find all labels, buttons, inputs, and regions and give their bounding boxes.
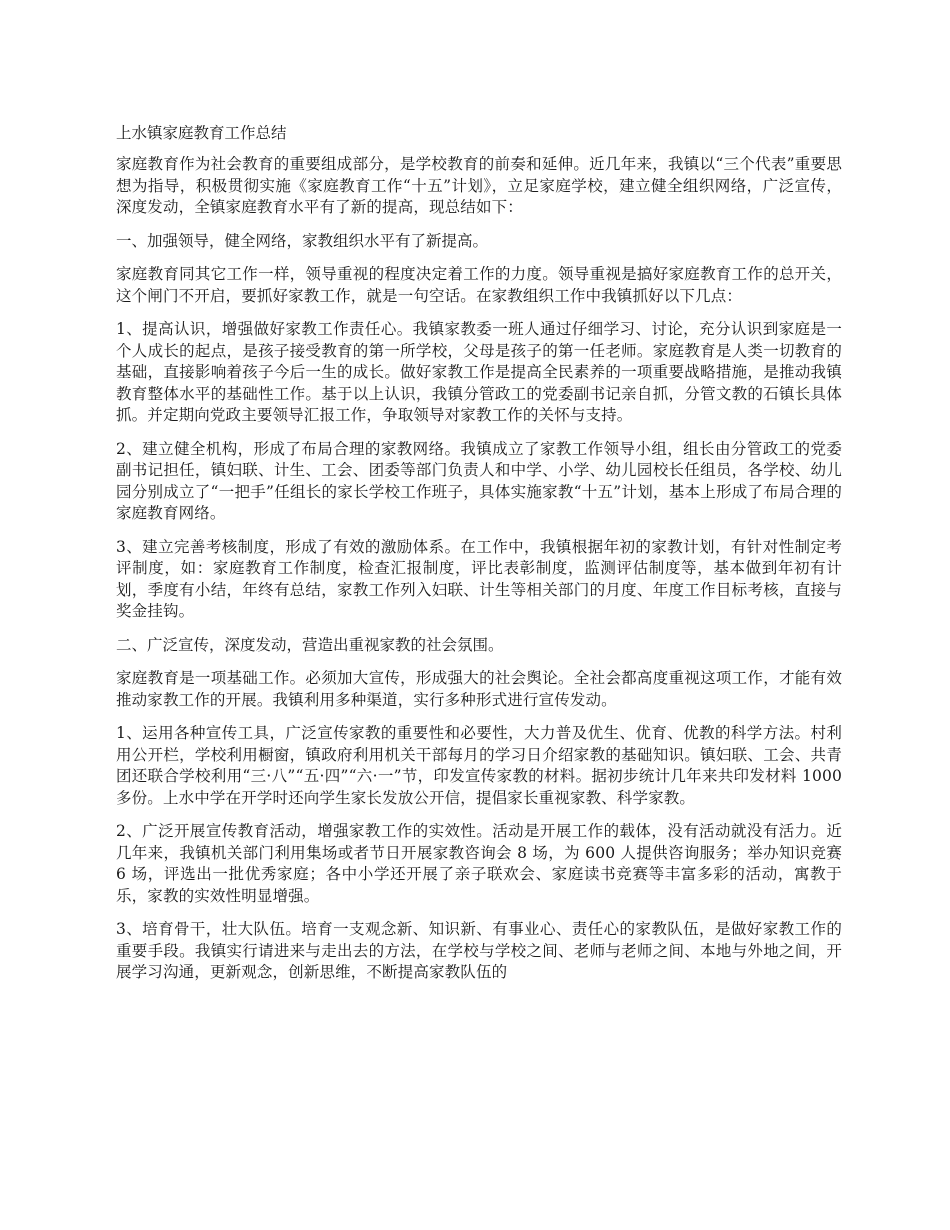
section-1-item-1: 1、提高认识，增强做好家教工作责任心。我镇家教委一班人通过仔细学习、讨论，充分认识到家庭是一个人成长的起点，是孩子接受教育的第一所学校，父母是孩子的第一任老师。家庭教育是人类一切教育的基础，直接影响着孩子今后一生的成长。做好家教工作是提高全民素养的一项重要战略措施，是推动我镇教育整体水平的基础性工作。基于以上认识，我镇分管政工的党委副书记亲自抓，分管文教的石镇长具体抓。并定期向党政主要领导汇报工作，争取领导对家教工作的关怀与支持。 bbox=[116, 320, 842, 424]
section-1-heading: 一、加强领导，健全网络，家教组织水平有了新提高。 bbox=[116, 231, 489, 250]
document-page bbox=[116, 122, 842, 996]
section-2-item-2: 2、广泛开展宣传教育活动，增强家教工作的实效性。活动是开展工作的载体，没有活动就没有活力。近几年来，我镇机关部门利用集场或者节日开展家教咨询会 8 场，为 600 人提供咨询服务；举办知识竞赛 6 场，评选出一批优秀家庭；各中小学还开展了亲子联欢会、家庭读书竞赛等丰富多彩的活动，寓教于乐，家教的实效性明显增强。 bbox=[116, 822, 842, 905]
section-2-item-3: 3、培育骨干，壮大队伍。培育一支观念新、知识新、有事业心、责任心的家教队伍，是做好家教工作的重要手段。我镇实行请进来与走出去的方法，在学校与学校之间、老师与老师之间、本地与外地之间，开展学习沟通，更新观念，创新思维，不断提高家教队伍的 bbox=[116, 920, 842, 981]
intro-paragraph: 家庭教育作为社会教育的重要组成部分，是学校教育的前奏和延伸。近几年来，我镇以“三个代表”重要思想为指导，积极贯彻实施《家庭教育工作“十五”计划》，立足家庭学校，建立健全组织网络，广泛宣传，深度发动，全镇家庭教育水平有了新的提高，现总结如下： bbox=[116, 155, 842, 216]
section-2-item-1: 1、运用各种宣传工具，广泛宣传家教的重要性和必要性，大力普及优生、优育、优教的科学方法。村利用公开栏，学校利用橱窗，镇政府利用机关干部每月的学习日介绍家教的基础知识。镇妇联、工会、共青团还联合学校利用“三·八”“五·四”“六·一”节，印发宣传家教的材料。据初步统计几年来共印发材料 1000 多份。上水中学在开学时还向学生家长发放公开信，提倡家长重视家教、科学家教。 bbox=[116, 724, 842, 807]
section-2-lead: 家庭教育是一项基础工作。必须加大宣传，形成强大的社会舆论。全社会都高度重视这项工作，才能有效推动家教工作的开展。我镇利用多种渠道，实行多种形式进行宣传发动。 bbox=[116, 669, 842, 709]
document-title: 上水镇家庭教育工作总结 bbox=[116, 124, 287, 142]
section-1-lead: 家庭教育同其它工作一样，领导重视的程度决定着工作的力度。领导重视是搞好家庭教育工作的总开关，这个闸门不开启，要抓好家教工作，就是一句空话。在家教组织工作中我镇抓好以下几点： bbox=[116, 265, 842, 305]
section-2-heading: 二、广泛宣传，深度发动，营造出重视家教的社会氛围。 bbox=[116, 635, 504, 654]
section-1-item-2: 2、建立健全机构，形成了布局合理的家教网络。我镇成立了家教工作领导小组，组长由分管政工的党委副书记担任，镇妇联、计生、工会、团委等部门负责人和中学、小学、幼儿园校长任组员，各学校、幼儿园分别成立了“一把手”任组长的家长学校工作班子，具体实施家教“十五”计划，基本上形成了布局合理的家庭教育网络。 bbox=[116, 439, 842, 522]
section-1-item-3: 3、建立完善考核制度，形成了有效的激励体系。在工作中，我镇根据年初的家教计划，有针对性制定考评制度，如：家庭教育工作制度，检查汇报制度，评比表彰制度，监测评估制度等，基本做到年初有计划，季度有小结，年终有总结，家教工作列入妇联、计生等相关部门的月度、年度工作目标考核，直接与奖金挂钩。 bbox=[116, 537, 842, 620]
